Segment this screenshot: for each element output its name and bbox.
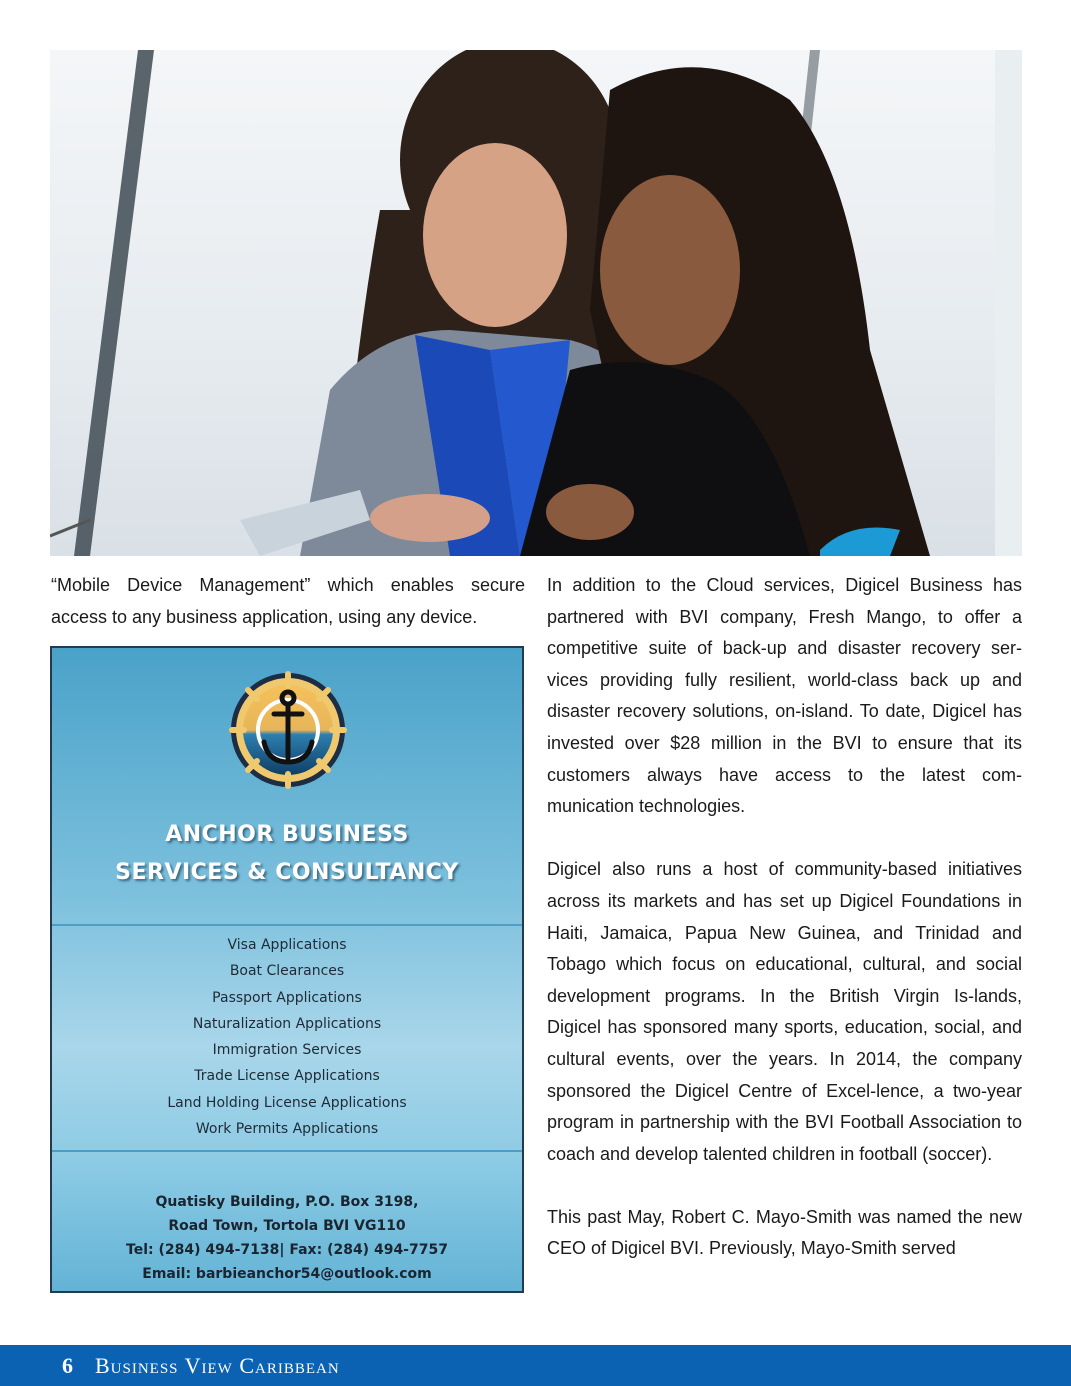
anchor-business-ad bbox=[50, 646, 524, 1293]
ad-email-line: Email: barbieanchor54@outlook.com bbox=[142, 1266, 432, 1282]
ad-service-item: Boat Clearances bbox=[229, 963, 345, 980]
ad-service-item: Passport Applications bbox=[212, 989, 362, 1006]
ad-service-item: Visa Applications bbox=[227, 937, 347, 953]
right-paragraph-1: In addition to the Cloud services, Digicel Business has partnered with BVI company, Fresh Mango, to offer a competitive suite of back-up and disaster recovery ser-vices providing fully resilient, world-class back up and disaster recovery solutions, on-island. To date, Digicel has invested over $28 million in the BVI to ensure that its customers always have access to the latest com-munication technologies. bbox=[547, 575, 1022, 817]
ad-address-line-1: Quatisky Building, P.O. Box 3198, bbox=[155, 1194, 419, 1210]
right-paragraph-3: This past May, Robert C. Mayo-Smith was named the new CEO of Digicel BVI. Previously, Mayo-Smith served bbox=[547, 1206, 1022, 1259]
ad-title-line-1: ANCHOR BUSINESS bbox=[165, 822, 409, 847]
ad-service-item: Land Holding License Applications bbox=[167, 1094, 407, 1111]
left-paragraph: “Mobile Device Management” which enables secure access to any business application, using any device. bbox=[51, 575, 525, 627]
ad-services-list bbox=[52, 932, 522, 1142]
left-column bbox=[51, 570, 525, 633]
ad-service-item: Naturalization Applications bbox=[192, 1015, 382, 1032]
ad-service-item: Trade License Applications bbox=[194, 1068, 380, 1085]
publication-title: Business View Caribbean bbox=[95, 1353, 340, 1378]
ad-contact bbox=[52, 1190, 522, 1286]
ad-divider-bottom bbox=[52, 1150, 522, 1152]
ad-title bbox=[52, 816, 522, 892]
anchor-icon bbox=[228, 670, 348, 790]
right-column bbox=[547, 570, 1022, 1265]
ad-title-line-2: SERVICES & CONSULTANCY bbox=[115, 860, 459, 885]
ad-divider-top bbox=[52, 924, 522, 926]
ad-address-line-2: Road Town, Tortola BVI VG110 bbox=[168, 1218, 406, 1234]
right-paragraph-2: Digicel also runs a host of community-based initiatives across its markets and has set up Digicel Foundations in Haiti, Jamaica, Papua New Guinea, and Trinidad and Tobago which focus on educational, cultural, and social development programs. In the British Virgin Is-lands, Digicel has sponsored many sports, education, social, and cultural events, over the years. In 2014, the company sponsored the Digicel Centre of Excel-lence, a two-year program in partnership with the BVI Football Association to coach and develop talented children in football (soccer). bbox=[547, 859, 1022, 1164]
hero-photo bbox=[50, 50, 1022, 556]
page-number: 6 bbox=[62, 1353, 73, 1378]
ad-service-item: Immigration Services bbox=[212, 1042, 362, 1059]
ad-service-item: Work Permits Applications bbox=[195, 1121, 379, 1138]
ad-phone-line: Tel: (284) 494-7138| Fax: (284) 494-7757 bbox=[126, 1242, 448, 1258]
